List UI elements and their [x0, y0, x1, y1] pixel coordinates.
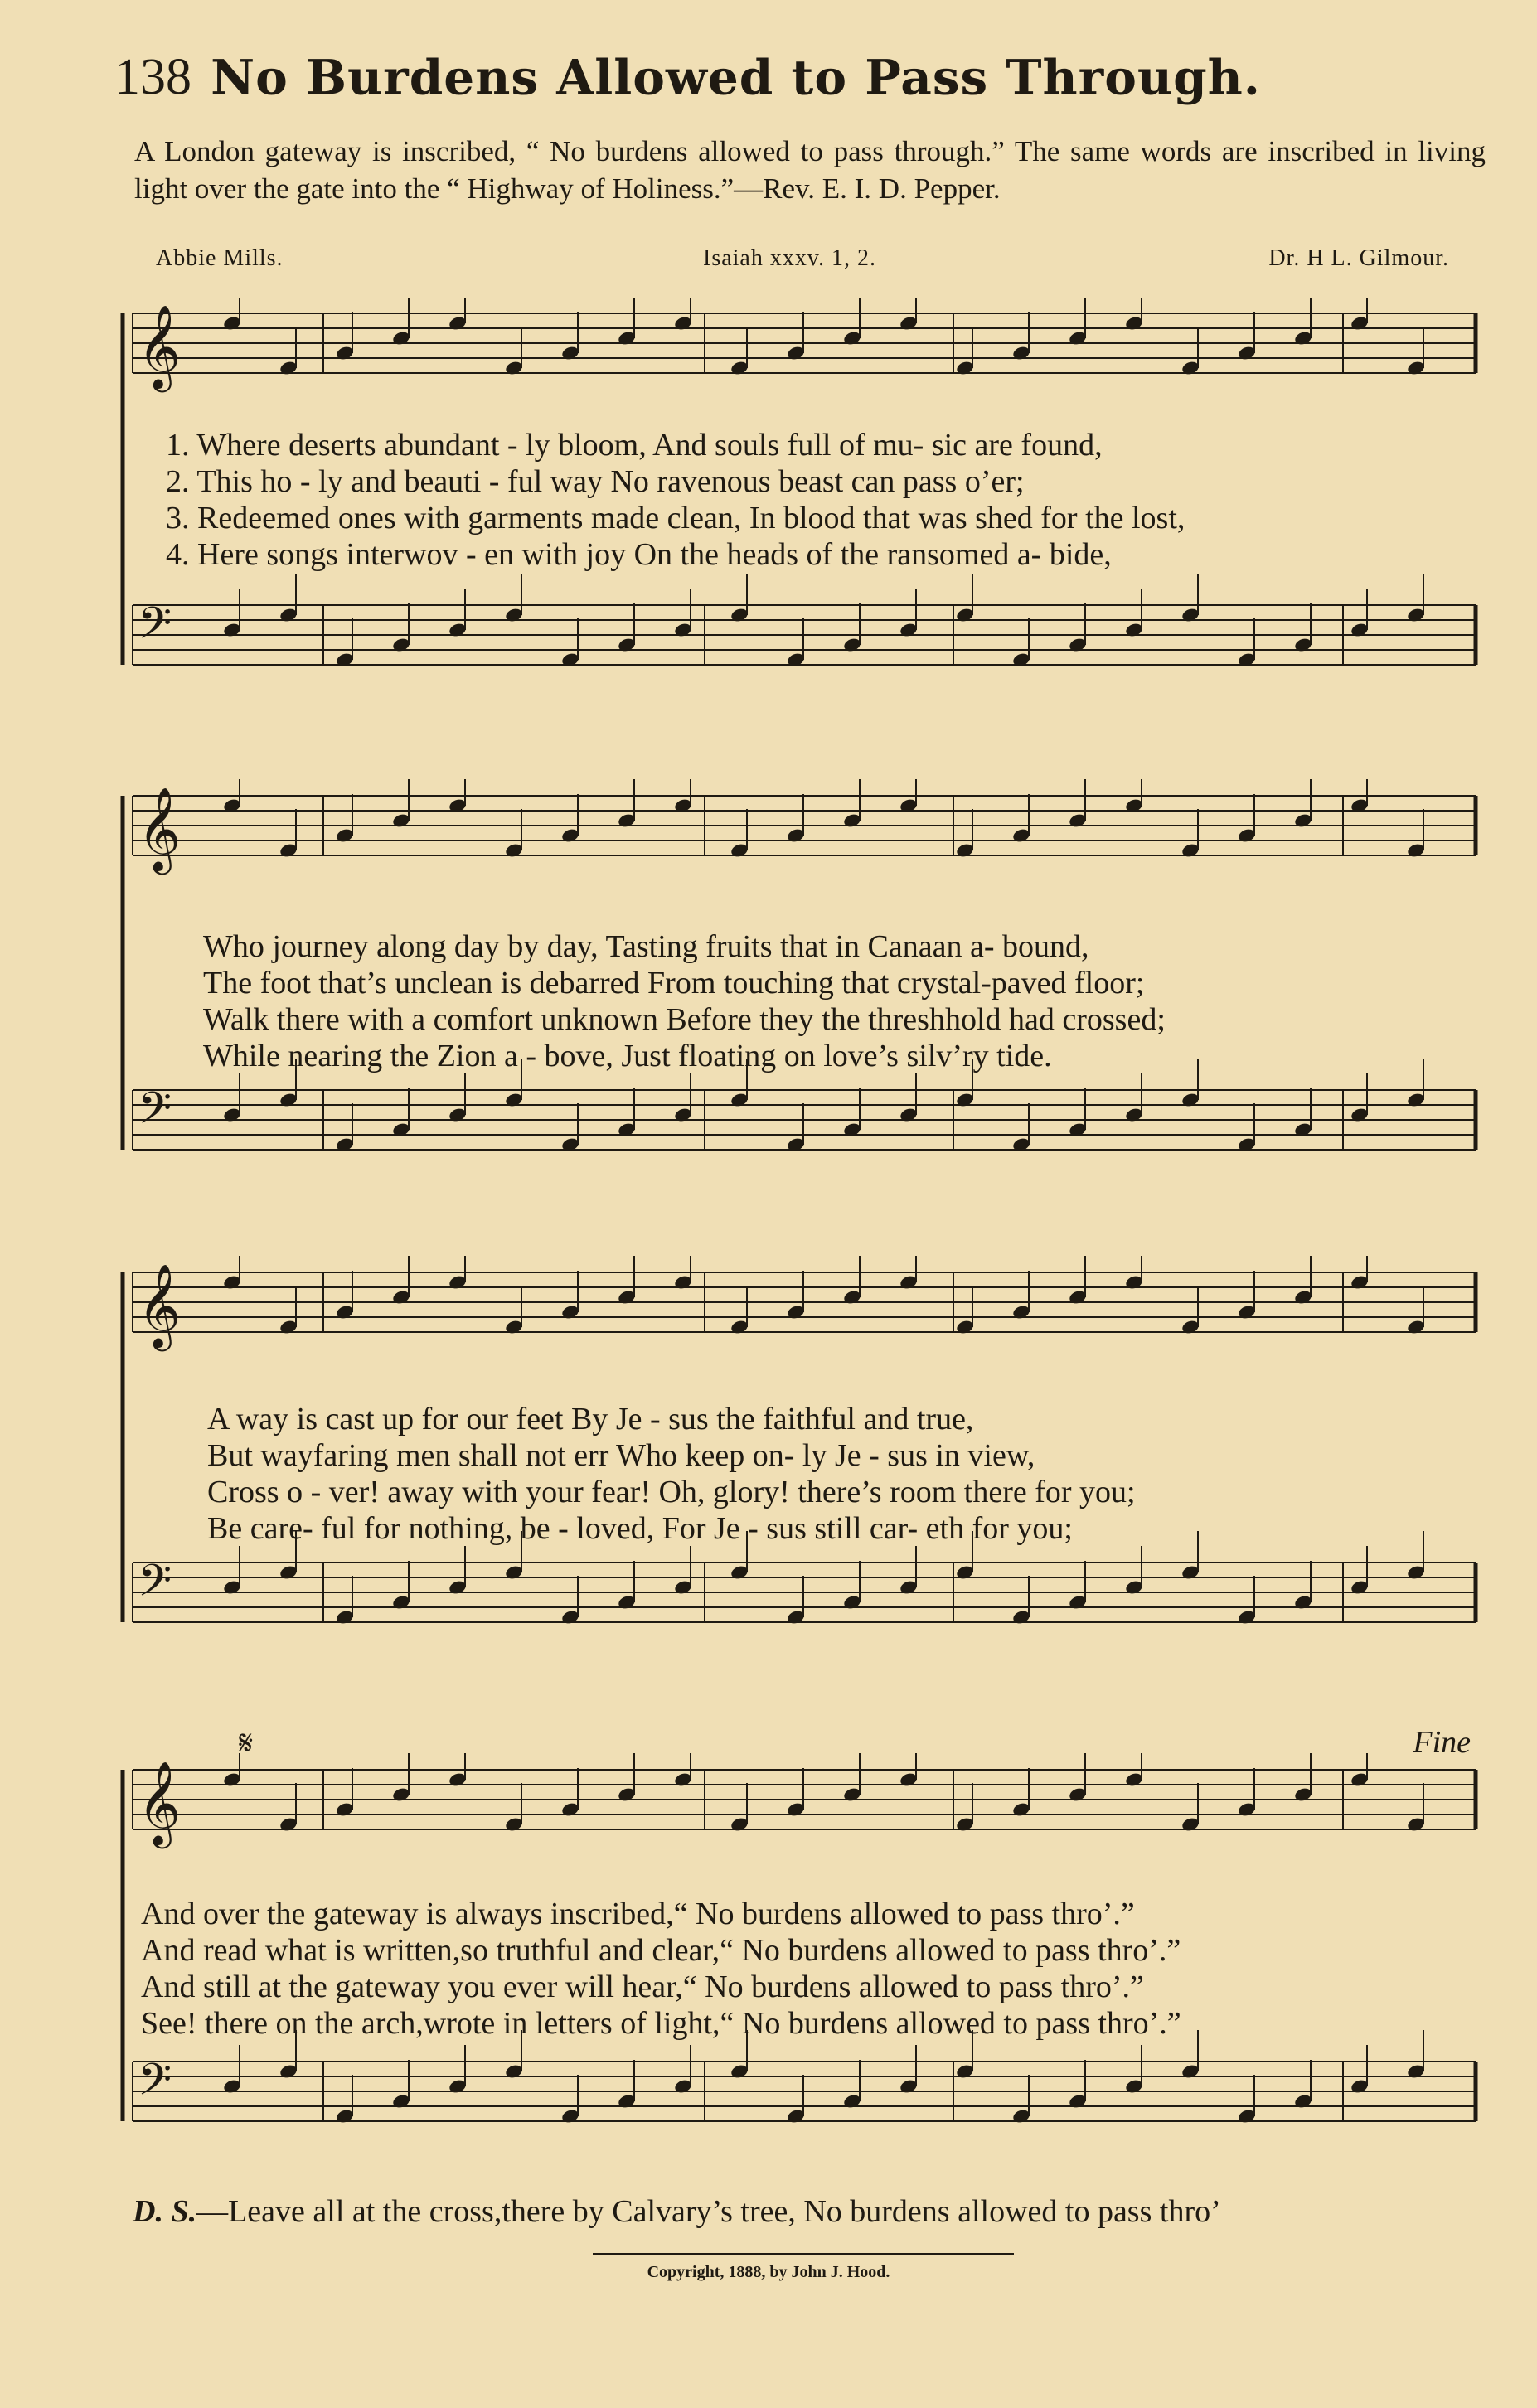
lyrics-block-2 — [203, 928, 1537, 1074]
lyrics-block-4 — [141, 1896, 1517, 2042]
lyric-line: 3. Redeemed ones with garments made clean, In blood that was shed for the lost, — [166, 501, 1185, 535]
lyric-line: Who journey along day by day, Tasting fruits that in Canaan a- bound, — [203, 929, 1089, 964]
scripture-reference: Isaiah xxxv. 1, 2. — [703, 245, 877, 271]
intro-note: A London gateway is inscribed, “ No burdens allowed to pass through.” The same words are inscribed in living light over the gate into the “ Highway of Holiness.”—Rev. E. I. D. Pepper. — [134, 135, 1486, 205]
dal-segno-line — [133, 2193, 1221, 2230]
ds-text: —Leave all at the cross,there by Calvary’s tree, No burdens allowed to pass thro’ — [196, 2194, 1221, 2229]
treble-clef-icon: 𝄞 — [138, 303, 182, 389]
lyric-line: See! there on the arch,wrote in letters of light,“ No burdens allowed to pass thro’.” — [141, 2006, 1181, 2041]
lyric-line: Cross o - ver! away with your fear! Oh, glory! there’s room there for you; — [207, 1475, 1136, 1509]
segno-mark: 𝄋 — [239, 1724, 254, 1762]
hymn-header — [114, 48, 1261, 107]
treble-clef-icon: 𝄞 — [138, 1262, 182, 1348]
hymn-number: 138 — [114, 49, 192, 105]
lyric-line: And read what is written,so truthful and clear,“ No burdens allowed to pass thro’.” — [141, 1933, 1181, 1968]
bass-clef-icon: 𝄢 — [138, 2055, 172, 2116]
composer-credit: Dr. H L. Gilmour. — [1268, 245, 1449, 271]
lyric-line: But wayfaring men shall not err Who keep on- ly Je - sus in view, — [207, 1438, 1035, 1473]
lyric-line: Be care- ful for nothing, be - loved, For Je - sus still car- eth for you; — [207, 1511, 1073, 1546]
copyright-notice: Copyright, 1888, by John J. Hood. — [647, 2263, 890, 2281]
lyric-line: While nearing the Zion a - bove, Just floating on love’s silv’ry tide. — [203, 1039, 1052, 1073]
lyric-line: And still at the gateway you ever will hear,“ No burdens allowed to pass thro’.” — [141, 1970, 1144, 2004]
treble-clef-icon: 𝄞 — [138, 1760, 182, 1845]
lyricist-credit: Abbie Mills. — [156, 245, 284, 271]
lyric-line: The foot that’s unclean is debarred From touching that crystal-paved floor; — [203, 966, 1145, 1001]
lyric-line: And over the gateway is always inscribed,“ No burdens allowed to pass thro’.” — [141, 1897, 1135, 1931]
treble-clef-icon: 𝄞 — [138, 786, 182, 871]
lyrics-block-3 — [207, 1401, 1537, 1547]
lyric-line: 1. Where deserts abundant - ly bloom, And souls full of mu- sic are found, — [166, 428, 1103, 463]
ds-label: D. S. — [133, 2194, 197, 2229]
lyric-line: 2. This ho - ly and beauti - ful way No ravenous beast can pass o’er; — [166, 464, 1025, 499]
credits-line — [156, 245, 1449, 279]
bass-clef-icon: 𝄢 — [138, 1556, 172, 1617]
bass-clef-icon: 𝄢 — [138, 1083, 172, 1145]
hymn-title: No Burdens Allowed to Pass Through. — [211, 49, 1261, 106]
lyric-line: Walk there with a comfort unknown Before they the threshhold had crossed; — [203, 1002, 1166, 1037]
fine-mark: Fine — [1413, 1725, 1471, 1760]
bass-clef-icon: 𝄢 — [138, 598, 172, 660]
lyrics-block-1 — [166, 427, 1537, 573]
lyric-line: A way is cast up for our feet By Je - sus the faithful and true, — [207, 1402, 974, 1437]
lyric-line: 4. Here songs interwov - en with joy On the heads of the ransomed a- bide, — [166, 537, 1112, 572]
copyright-rule — [593, 2253, 1014, 2255]
